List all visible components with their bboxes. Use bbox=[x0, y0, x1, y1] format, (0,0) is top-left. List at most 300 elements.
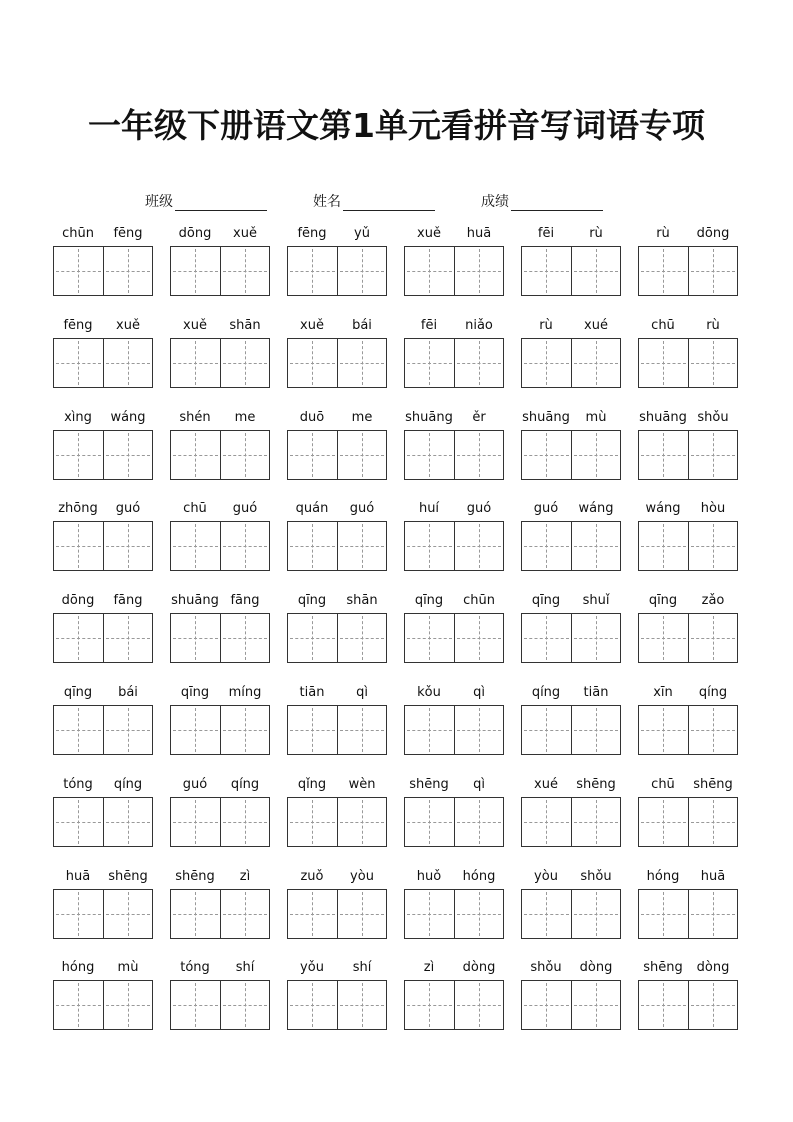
pinyin-syllable: rù bbox=[656, 226, 670, 241]
guide-line-vertical bbox=[596, 616, 597, 660]
guide-line-vertical bbox=[663, 800, 664, 844]
tian-zi-ge-square[interactable] bbox=[688, 890, 738, 938]
word-item bbox=[53, 316, 153, 390]
pinyin-syllable: dòng bbox=[579, 960, 613, 976]
tian-zi-ge-square[interactable] bbox=[454, 981, 504, 1029]
guide-line-vertical bbox=[596, 892, 597, 936]
guide-line-vertical bbox=[245, 892, 246, 936]
tian-zi-ge-square[interactable] bbox=[337, 431, 387, 479]
score-field[interactable] bbox=[481, 191, 603, 211]
pinyin-syllable: shēng bbox=[175, 868, 215, 884]
writing-box-pair bbox=[287, 430, 387, 480]
guide-line-vertical bbox=[546, 800, 547, 844]
tian-zi-ge-square[interactable] bbox=[639, 614, 688, 662]
pinyin-syllable: shēng bbox=[409, 776, 449, 792]
tian-zi-ge-square[interactable] bbox=[522, 890, 571, 938]
guide-line-vertical bbox=[546, 524, 547, 568]
guide-line-vertical bbox=[479, 341, 480, 385]
tian-zi-ge-square[interactable] bbox=[454, 247, 504, 295]
word-item bbox=[53, 591, 153, 665]
pinyin-syllable: wèn bbox=[348, 776, 376, 792]
pinyin-syllable: shēng bbox=[108, 868, 148, 884]
word-item bbox=[53, 867, 153, 941]
pinyin-syllable: qì bbox=[473, 776, 485, 792]
tian-zi-ge-square[interactable] bbox=[171, 981, 220, 1029]
writing-box-pair bbox=[404, 338, 504, 388]
guide-line-vertical bbox=[128, 616, 129, 660]
pinyin-syllable: fāng bbox=[113, 593, 143, 609]
tian-zi-ge-square[interactable] bbox=[337, 890, 387, 938]
tian-zi-ge-square[interactable] bbox=[639, 798, 688, 846]
tian-zi-ge-square[interactable] bbox=[54, 247, 103, 295]
tian-zi-ge-square[interactable] bbox=[54, 431, 103, 479]
word-item bbox=[638, 867, 738, 941]
pinyin-syllable: shēng bbox=[693, 776, 733, 792]
guide-line-vertical bbox=[128, 249, 129, 293]
pinyin-syllable: xuě bbox=[233, 226, 257, 241]
tian-zi-ge-square[interactable] bbox=[288, 614, 337, 662]
guide-line-vertical bbox=[312, 892, 313, 936]
tian-zi-ge-square[interactable] bbox=[103, 247, 153, 295]
pinyin-syllable: shuāng bbox=[522, 409, 570, 425]
guide-line-vertical bbox=[362, 800, 363, 844]
tian-zi-ge-square[interactable] bbox=[571, 522, 621, 570]
tian-zi-ge-square[interactable] bbox=[405, 522, 454, 570]
guide-line-vertical bbox=[429, 433, 430, 477]
guide-line-vertical bbox=[312, 983, 313, 1027]
guide-line-vertical bbox=[312, 249, 313, 293]
tian-zi-ge-square[interactable] bbox=[337, 247, 387, 295]
pinyin-syllable: niǎo bbox=[465, 317, 493, 333]
tian-zi-ge-square[interactable] bbox=[522, 798, 571, 846]
tian-zi-ge-square[interactable] bbox=[103, 431, 153, 479]
word-item bbox=[638, 408, 738, 482]
guide-line-vertical bbox=[78, 249, 79, 293]
tian-zi-ge-square[interactable] bbox=[288, 798, 337, 846]
tian-zi-ge-square[interactable] bbox=[522, 339, 571, 387]
pinyin-syllable: shén bbox=[179, 409, 211, 425]
tian-zi-ge-square[interactable] bbox=[454, 614, 504, 662]
tian-zi-ge-square[interactable] bbox=[171, 522, 220, 570]
pinyin-syllable: wáng bbox=[578, 501, 614, 517]
word-item bbox=[521, 224, 621, 298]
tian-zi-ge-square[interactable] bbox=[405, 339, 454, 387]
writing-box-pair bbox=[287, 521, 387, 571]
tian-zi-ge-square[interactable] bbox=[522, 706, 571, 754]
tian-zi-ge-square[interactable] bbox=[103, 981, 153, 1029]
writing-box-pair bbox=[404, 980, 504, 1030]
tian-zi-ge-square[interactable] bbox=[171, 706, 220, 754]
guide-line-vertical bbox=[195, 616, 196, 660]
pinyin-syllable: chū bbox=[651, 317, 675, 333]
writing-box-pair bbox=[170, 338, 270, 388]
writing-box-pair bbox=[521, 246, 621, 296]
tian-zi-ge-square[interactable] bbox=[103, 614, 153, 662]
tian-zi-ge-square[interactable] bbox=[405, 614, 454, 662]
word-item bbox=[404, 958, 504, 1032]
guide-line-vertical bbox=[195, 892, 196, 936]
exercise-row bbox=[53, 958, 739, 1038]
tian-zi-ge-square[interactable] bbox=[405, 981, 454, 1029]
guide-line-vertical bbox=[78, 892, 79, 936]
guide-line-vertical bbox=[663, 524, 664, 568]
pinyin-syllable: guó bbox=[182, 776, 208, 792]
pinyin-syllable: chū bbox=[183, 501, 207, 517]
tian-zi-ge-square[interactable] bbox=[688, 339, 738, 387]
guide-line-vertical bbox=[128, 892, 129, 936]
pinyin-syllable: shí bbox=[352, 960, 372, 976]
word-item bbox=[170, 408, 270, 482]
writing-box-pair bbox=[638, 430, 738, 480]
word-item bbox=[287, 316, 387, 390]
pinyin-syllable: zhōng bbox=[58, 501, 98, 517]
exercise-row bbox=[53, 316, 739, 396]
tian-zi-ge-square[interactable] bbox=[220, 247, 270, 295]
pinyin-syllable: fēng bbox=[63, 317, 93, 333]
writing-box-pair bbox=[53, 613, 153, 663]
tian-zi-ge-square[interactable] bbox=[571, 706, 621, 754]
pinyin-syllable: qíng bbox=[113, 776, 143, 792]
word-item bbox=[170, 775, 270, 849]
pinyin-syllable: chū bbox=[651, 776, 675, 792]
guide-line-vertical bbox=[362, 983, 363, 1027]
tian-zi-ge-square[interactable] bbox=[688, 522, 738, 570]
tian-zi-ge-square[interactable] bbox=[54, 522, 103, 570]
tian-zi-ge-square[interactable] bbox=[288, 431, 337, 479]
pinyin-syllable: qīng bbox=[531, 593, 561, 609]
score-label: 成绩 bbox=[481, 194, 509, 210]
pinyin-syllable: me bbox=[234, 409, 256, 425]
pinyin-syllable: yǒu bbox=[300, 960, 324, 976]
guide-line-vertical bbox=[546, 341, 547, 385]
guide-line-vertical bbox=[128, 708, 129, 752]
tian-zi-ge-square[interactable] bbox=[54, 339, 103, 387]
writing-box-pair bbox=[287, 980, 387, 1030]
word-item bbox=[287, 958, 387, 1032]
tian-zi-ge-square[interactable] bbox=[220, 431, 270, 479]
guide-line-vertical bbox=[596, 800, 597, 844]
word-item bbox=[404, 408, 504, 482]
writing-box-pair bbox=[638, 980, 738, 1030]
guide-line-vertical bbox=[479, 616, 480, 660]
tian-zi-ge-square[interactable] bbox=[220, 339, 270, 387]
guide-line-vertical bbox=[596, 983, 597, 1027]
pinyin-syllable: huā bbox=[700, 868, 726, 884]
pinyin-syllable: me bbox=[351, 409, 373, 425]
tian-zi-ge-square[interactable] bbox=[103, 339, 153, 387]
tian-zi-ge-square[interactable] bbox=[688, 706, 738, 754]
guide-line-vertical bbox=[546, 892, 547, 936]
guide-line-vertical bbox=[479, 983, 480, 1027]
word-item bbox=[53, 683, 153, 757]
writing-box-pair bbox=[287, 797, 387, 847]
pinyin-syllable: qīng bbox=[648, 593, 678, 609]
tian-zi-ge-square[interactable] bbox=[288, 890, 337, 938]
pinyin-syllable: qīng bbox=[180, 685, 210, 700]
tian-zi-ge-square[interactable] bbox=[288, 247, 337, 295]
guide-line-vertical bbox=[479, 892, 480, 936]
tian-zi-ge-square[interactable] bbox=[522, 522, 571, 570]
tian-zi-ge-square[interactable] bbox=[639, 706, 688, 754]
pinyin-syllable: hóng bbox=[646, 868, 680, 884]
pinyin-syllable: fēng bbox=[297, 226, 327, 241]
class-blank-line[interactable] bbox=[175, 196, 267, 211]
writing-box-pair bbox=[404, 613, 504, 663]
tian-zi-ge-square[interactable] bbox=[688, 614, 738, 662]
tian-zi-ge-square[interactable] bbox=[639, 981, 688, 1029]
writing-box-pair bbox=[287, 338, 387, 388]
writing-box-pair bbox=[170, 797, 270, 847]
tian-zi-ge-square[interactable] bbox=[571, 890, 621, 938]
tian-zi-ge-square[interactable] bbox=[103, 798, 153, 846]
tian-zi-ge-square[interactable] bbox=[54, 798, 103, 846]
guide-line-vertical bbox=[546, 708, 547, 752]
tian-zi-ge-square[interactable] bbox=[639, 431, 688, 479]
tian-zi-ge-square[interactable] bbox=[639, 890, 688, 938]
exercise-row bbox=[53, 408, 739, 488]
writing-box-pair bbox=[287, 246, 387, 296]
score-blank-line[interactable] bbox=[511, 196, 603, 211]
tian-zi-ge-square[interactable] bbox=[54, 890, 103, 938]
guide-line-vertical bbox=[596, 524, 597, 568]
tian-zi-ge-square[interactable] bbox=[220, 614, 270, 662]
tian-zi-ge-square[interactable] bbox=[103, 706, 153, 754]
tian-zi-ge-square[interactable] bbox=[171, 614, 220, 662]
tian-zi-ge-square[interactable] bbox=[337, 706, 387, 754]
guide-line-vertical bbox=[713, 892, 714, 936]
guide-line-vertical bbox=[78, 341, 79, 385]
writing-box-pair bbox=[170, 430, 270, 480]
writing-box-pair bbox=[404, 705, 504, 755]
tian-zi-ge-square[interactable] bbox=[288, 339, 337, 387]
tian-zi-ge-square[interactable] bbox=[639, 522, 688, 570]
pinyin-syllable: tóng bbox=[63, 776, 93, 792]
tian-zi-ge-square[interactable] bbox=[103, 890, 153, 938]
tian-zi-ge-square[interactable] bbox=[454, 431, 504, 479]
pinyin-syllable: dōng bbox=[696, 226, 730, 241]
pinyin-syllable: rù bbox=[589, 226, 603, 241]
writing-box-pair bbox=[170, 246, 270, 296]
writing-box-pair bbox=[53, 705, 153, 755]
writing-box-pair bbox=[521, 430, 621, 480]
word-item bbox=[521, 867, 621, 941]
word-item bbox=[404, 591, 504, 665]
guide-line-vertical bbox=[429, 616, 430, 660]
tian-zi-ge-square[interactable] bbox=[522, 247, 571, 295]
class-field[interactable] bbox=[145, 191, 267, 211]
tian-zi-ge-square[interactable] bbox=[688, 981, 738, 1029]
tian-zi-ge-square[interactable] bbox=[220, 706, 270, 754]
pinyin-syllable: yǔ bbox=[354, 226, 370, 241]
pinyin-syllable: xuě bbox=[116, 317, 140, 333]
pinyin-syllable: fēi bbox=[537, 226, 555, 241]
tian-zi-ge-square[interactable] bbox=[688, 798, 738, 846]
guide-line-vertical bbox=[362, 524, 363, 568]
guide-line-vertical bbox=[195, 341, 196, 385]
word-item bbox=[287, 224, 387, 298]
pinyin-syllable: hóng bbox=[462, 868, 496, 884]
name-blank-line[interactable] bbox=[343, 196, 435, 211]
writing-box-pair bbox=[170, 521, 270, 571]
tian-zi-ge-square[interactable] bbox=[405, 706, 454, 754]
pinyin-syllable: shuāng bbox=[405, 409, 453, 425]
tian-zi-ge-square[interactable] bbox=[405, 890, 454, 938]
guide-line-vertical bbox=[128, 983, 129, 1027]
pinyin-syllable: shuāng bbox=[171, 593, 219, 609]
tian-zi-ge-square[interactable] bbox=[337, 981, 387, 1029]
pinyin-syllable: zǎo bbox=[701, 593, 725, 609]
tian-zi-ge-square[interactable] bbox=[454, 798, 504, 846]
pinyin-syllable: wáng bbox=[110, 409, 146, 425]
page-title: 一年级下册语文第1单元看拼音写词语专项 bbox=[88, 106, 705, 145]
pinyin-syllable: qíng bbox=[698, 685, 728, 700]
guide-line-vertical bbox=[245, 983, 246, 1027]
tian-zi-ge-square[interactable] bbox=[337, 339, 387, 387]
tian-zi-ge-square[interactable] bbox=[337, 798, 387, 846]
guide-line-vertical bbox=[312, 524, 313, 568]
tian-zi-ge-square[interactable] bbox=[571, 431, 621, 479]
writing-box-pair bbox=[53, 797, 153, 847]
pinyin-syllable: huǒ bbox=[416, 868, 442, 884]
writing-box-pair bbox=[521, 980, 621, 1030]
tian-zi-ge-square[interactable] bbox=[54, 706, 103, 754]
tian-zi-ge-square[interactable] bbox=[454, 339, 504, 387]
tian-zi-ge-square[interactable] bbox=[454, 522, 504, 570]
pinyin-syllable: bái bbox=[118, 685, 138, 700]
word-item bbox=[521, 316, 621, 390]
tian-zi-ge-square[interactable] bbox=[639, 339, 688, 387]
writing-box-pair bbox=[638, 613, 738, 663]
word-item bbox=[404, 683, 504, 757]
tian-zi-ge-square[interactable] bbox=[288, 706, 337, 754]
tian-zi-ge-square[interactable] bbox=[171, 247, 220, 295]
word-item bbox=[521, 683, 621, 757]
tian-zi-ge-square[interactable] bbox=[288, 522, 337, 570]
guide-line-vertical bbox=[479, 708, 480, 752]
tian-zi-ge-square[interactable] bbox=[103, 522, 153, 570]
tian-zi-ge-square[interactable] bbox=[405, 798, 454, 846]
writing-box-pair bbox=[287, 889, 387, 939]
guide-line-vertical bbox=[429, 892, 430, 936]
pinyin-syllable: rù bbox=[706, 317, 720, 333]
writing-box-pair bbox=[521, 705, 621, 755]
pinyin-syllable: qì bbox=[473, 685, 485, 700]
tian-zi-ge-square[interactable] bbox=[639, 247, 688, 295]
writing-box-pair bbox=[404, 797, 504, 847]
pinyin-syllable: dōng bbox=[178, 226, 212, 241]
word-item bbox=[170, 867, 270, 941]
tian-zi-ge-square[interactable] bbox=[454, 890, 504, 938]
tian-zi-ge-square[interactable] bbox=[405, 431, 454, 479]
tian-zi-ge-square[interactable] bbox=[571, 247, 621, 295]
word-item bbox=[170, 316, 270, 390]
tian-zi-ge-square[interactable] bbox=[522, 431, 571, 479]
tian-zi-ge-square[interactable] bbox=[522, 981, 571, 1029]
guide-line-vertical bbox=[195, 524, 196, 568]
writing-box-pair bbox=[404, 521, 504, 571]
guide-line-vertical bbox=[596, 249, 597, 293]
tian-zi-ge-square[interactable] bbox=[220, 522, 270, 570]
pinyin-syllable: qíng bbox=[531, 685, 561, 700]
pinyin-syllable: yòu bbox=[534, 868, 558, 884]
word-item bbox=[287, 867, 387, 941]
pinyin-syllable: qì bbox=[356, 685, 368, 700]
name-field[interactable] bbox=[313, 191, 435, 211]
tian-zi-ge-square[interactable] bbox=[288, 981, 337, 1029]
pinyin-syllable: chūn bbox=[463, 593, 495, 609]
guide-line-vertical bbox=[362, 616, 363, 660]
tian-zi-ge-square[interactable] bbox=[54, 614, 103, 662]
guide-line-vertical bbox=[546, 433, 547, 477]
tian-zi-ge-square[interactable] bbox=[405, 247, 454, 295]
pinyin-syllable: xué bbox=[584, 317, 608, 333]
guide-line-vertical bbox=[128, 341, 129, 385]
tian-zi-ge-square[interactable] bbox=[337, 522, 387, 570]
tian-zi-ge-square[interactable] bbox=[220, 981, 270, 1029]
tian-zi-ge-square[interactable] bbox=[522, 614, 571, 662]
word-item bbox=[404, 224, 504, 298]
guide-line-vertical bbox=[195, 800, 196, 844]
word-item bbox=[287, 408, 387, 482]
pinyin-syllable: shǒu bbox=[580, 868, 612, 884]
pinyin-syllable: guó bbox=[533, 501, 559, 517]
guide-line-vertical bbox=[195, 433, 196, 477]
writing-box-pair bbox=[53, 246, 153, 296]
tian-zi-ge-square[interactable] bbox=[171, 798, 220, 846]
tian-zi-ge-square[interactable] bbox=[571, 614, 621, 662]
tian-zi-ge-square[interactable] bbox=[171, 890, 220, 938]
guide-line-vertical bbox=[128, 524, 129, 568]
pinyin-syllable: tiān bbox=[299, 685, 325, 700]
word-item bbox=[287, 775, 387, 849]
guide-line-vertical bbox=[596, 708, 597, 752]
pinyin-syllable: quán bbox=[295, 501, 329, 517]
guide-line-vertical bbox=[78, 800, 79, 844]
pinyin-syllable: hóng bbox=[61, 960, 95, 976]
tian-zi-ge-square[interactable] bbox=[571, 339, 621, 387]
tian-zi-ge-square[interactable] bbox=[337, 614, 387, 662]
guide-line-vertical bbox=[128, 433, 129, 477]
tian-zi-ge-square[interactable] bbox=[54, 981, 103, 1029]
pinyin-syllable: guó bbox=[232, 501, 258, 517]
guide-line-vertical bbox=[78, 708, 79, 752]
tian-zi-ge-square[interactable] bbox=[688, 431, 738, 479]
guide-line-vertical bbox=[362, 892, 363, 936]
guide-line-vertical bbox=[663, 983, 664, 1027]
tian-zi-ge-square[interactable] bbox=[454, 706, 504, 754]
guide-line-vertical bbox=[312, 616, 313, 660]
tian-zi-ge-square[interactable] bbox=[688, 247, 738, 295]
pinyin-syllable: shuǐ bbox=[582, 593, 610, 609]
tian-zi-ge-square[interactable] bbox=[571, 798, 621, 846]
guide-line-vertical bbox=[479, 800, 480, 844]
guide-line-vertical bbox=[713, 249, 714, 293]
tian-zi-ge-square[interactable] bbox=[571, 981, 621, 1029]
tian-zi-ge-square[interactable] bbox=[171, 431, 220, 479]
word-item bbox=[170, 958, 270, 1032]
pinyin-syllable: shí bbox=[235, 960, 255, 976]
writing-box-pair bbox=[287, 613, 387, 663]
tian-zi-ge-square[interactable] bbox=[220, 798, 270, 846]
tian-zi-ge-square[interactable] bbox=[171, 339, 220, 387]
guide-line-vertical bbox=[245, 708, 246, 752]
word-item bbox=[53, 775, 153, 849]
pinyin-syllable: qīng bbox=[63, 685, 93, 700]
tian-zi-ge-square[interactable] bbox=[220, 890, 270, 938]
exercise-row bbox=[53, 867, 739, 947]
guide-line-vertical bbox=[663, 433, 664, 477]
word-item bbox=[521, 591, 621, 665]
